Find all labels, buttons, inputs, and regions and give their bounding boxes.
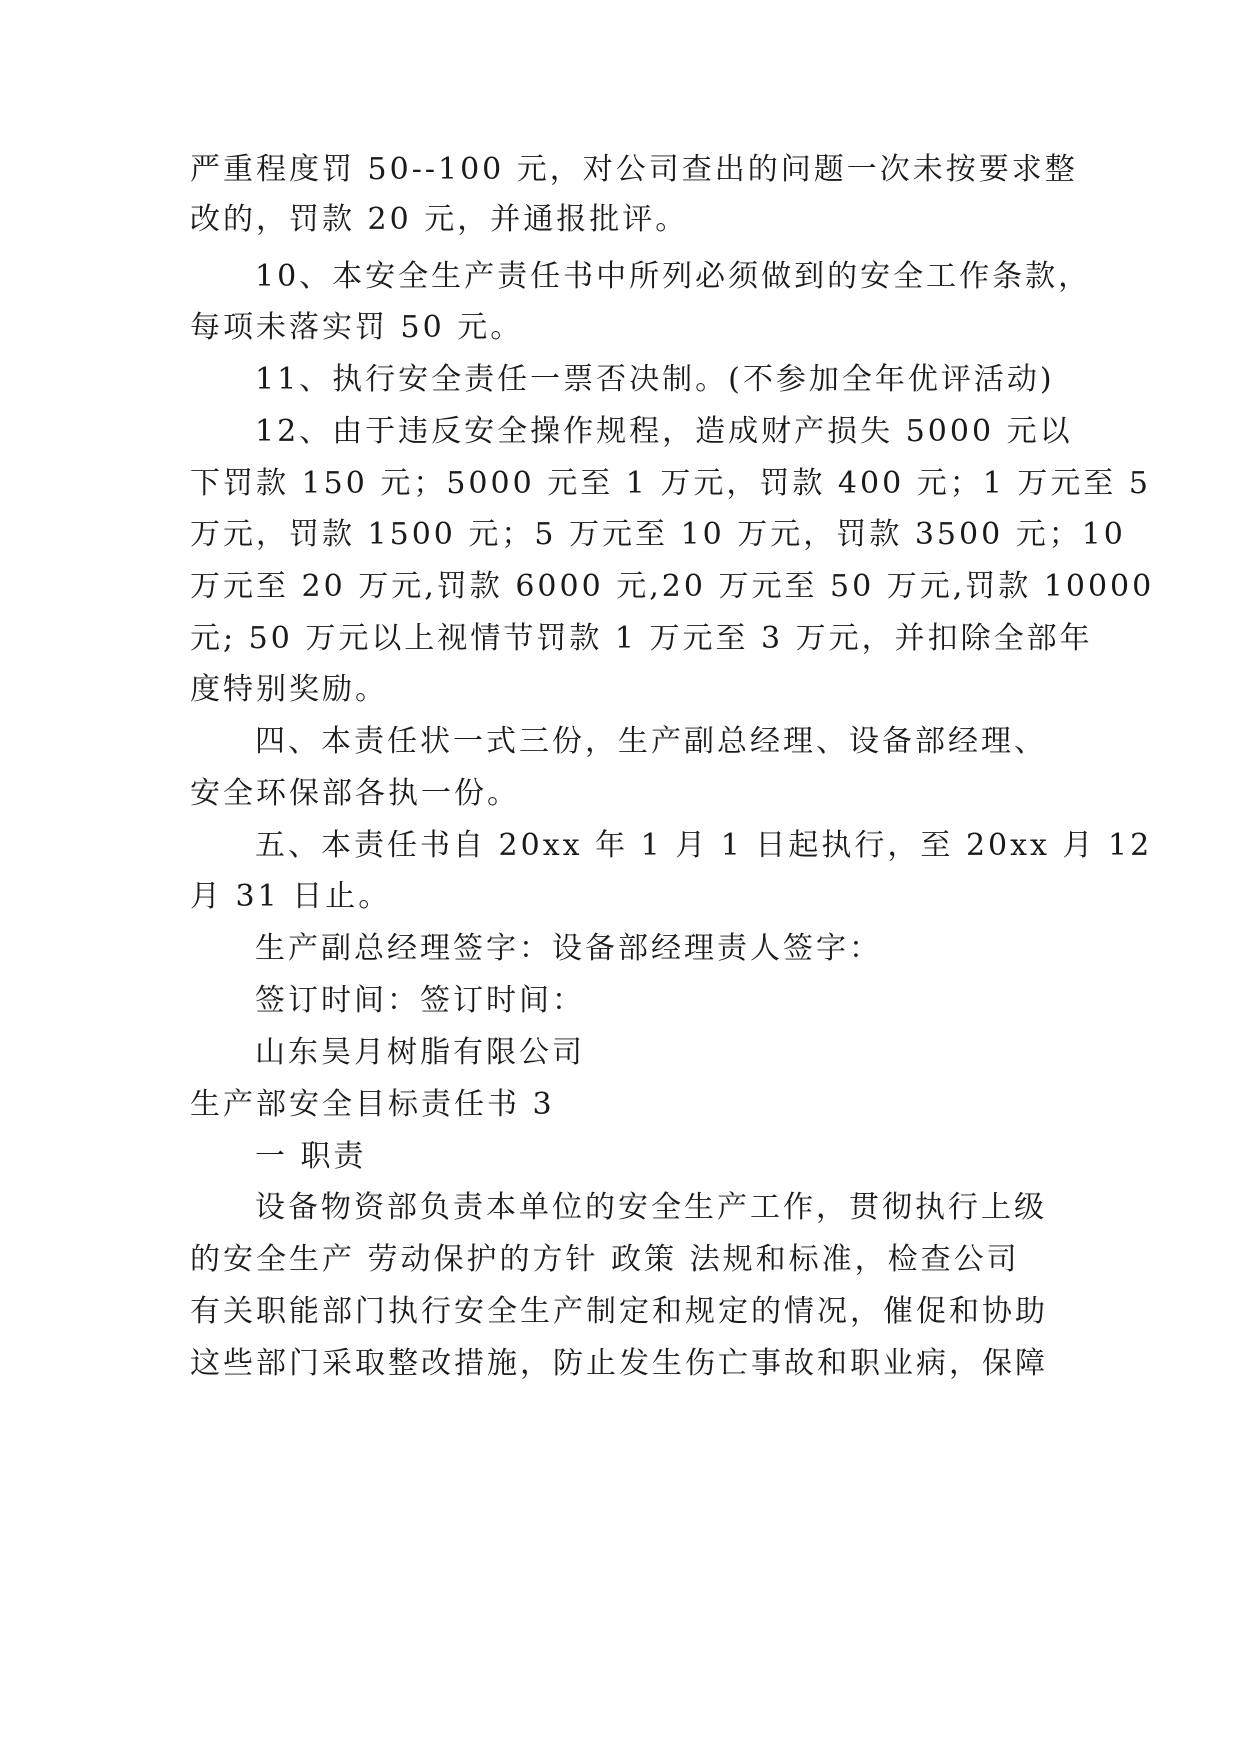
text-line: 四、本责任状一式三份，生产副总经理、设备部经理、 [255,724,1047,759]
text-line: 五、本责任书自 20xx 年 1 月 1 日起执行，至 20xx 月 12 [255,828,1153,863]
text-line: 下罚款 150 元；5000 元至 1 万元，罚款 400 元；1 万元至 5 [190,466,1151,501]
text-line: 10、本安全生产责任书中所列必须做到的安全工作条款， [255,259,1092,294]
text-line: 改的，罚款 20 元，并通报批评。 [190,202,689,237]
signing-time-line: 签订时间：签订时间： [255,983,585,1018]
text-line: 度特别奖励。 [190,672,388,707]
text-line: 万元至 20 万元,罚款 6000 元,20 万元至 50 万元,罚款 10000 [190,569,1155,604]
signature-line: 生产副总经理签字：设备部经理责人签字： [255,931,882,966]
text-line: 月 31 日止。 [190,879,392,914]
text-line: 12、由于违反安全操作规程，造成财产损失 5000 元以 [255,414,1073,449]
text-line: 安全环保部各执一份。 [190,776,520,811]
text-line: 元; 50 万元以上视情节罚款 1 万元至 3 万元，并扣除全部年 [190,621,1093,656]
text-line: 11、执行安全责任一票否决制。(不参加全年优评活动) [255,362,1055,397]
text-line: 这些部门采取整改措施，防止发生伤亡事故和职业病，保障 [190,1346,1048,1381]
section-title: 生产部安全目标责任书 3 [190,1087,555,1122]
section-heading: 一 职责 [255,1139,367,1174]
text-line: 有关职能部门执行安全生产制定和规定的情况，催促和协助 [190,1294,1048,1329]
text-line: 万元，罚款 1500 元；5 万元至 10 万元，罚款 3500 元；10 [190,517,1126,552]
text-line: 严重程度罚 50--100 元，对公司查出的问题一次未按要求整 [190,152,1078,187]
text-line: 的安全生产 劳动保护的方针 政策 法规和标准，检查公司 [190,1242,1020,1277]
company-name: 山东昊月树脂有限公司 [255,1035,585,1070]
text-line: 每项未落实罚 50 元。 [190,310,524,345]
text-line: 设备物资部负责本单位的安全生产工作，贯彻执行上级 [255,1190,1047,1225]
